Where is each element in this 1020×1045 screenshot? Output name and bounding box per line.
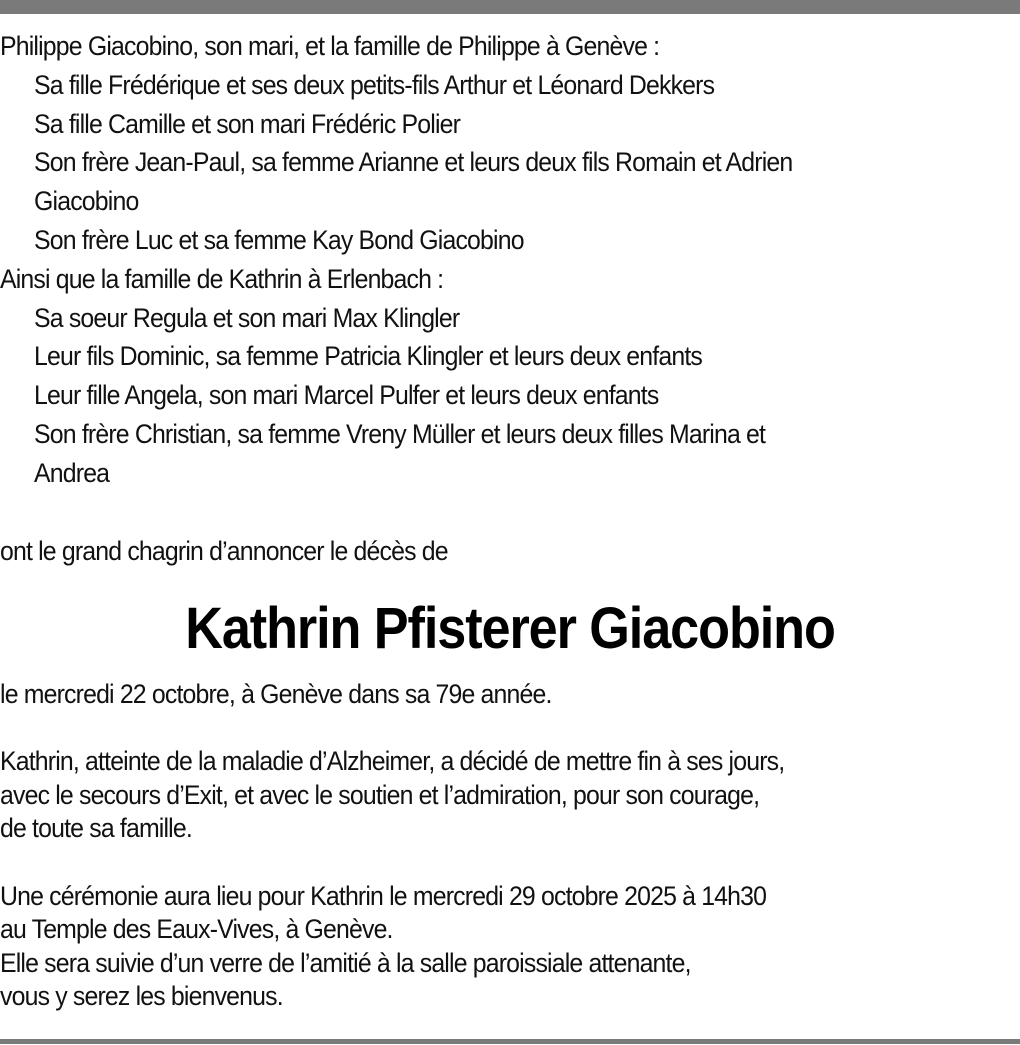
ceremony-paragraph — [0, 880, 938, 1014]
ceremony-paragraph-line: Une cérémonie aura lieu pour Kathrin le mercredi 29 octobre 2025 à 14h30 — [0, 880, 767, 911]
ceremony-paragraph-line: vous y serez les bienvenus. — [0, 981, 283, 1012]
family-line-3: Son frère Jean-Paul, sa femme Arianne et leurs deux fils Romain et Adrien — [34, 147, 793, 178]
family-line-6: Ainsi que la famille de Kathrin à Erlenbach : — [0, 263, 444, 294]
ceremony-paragraph-line: au Temple des Eaux-Vives, à Genève. — [0, 914, 393, 945]
ceremony-paragraph-line: Elle sera suivie d’un verre de l’amitié à la salle paroissiale attenante, — [0, 947, 691, 978]
family-line-2: Sa fille Camille et son mari Frédéric Polier — [34, 108, 461, 139]
exit-paragraph-line: Kathrin, atteinte de la maladie d’Alzheimer, a décidé de mettre fin à ses jours, — [0, 746, 785, 777]
spacer — [0, 493, 1020, 532]
family-line-0: Philippe Giacobino, son mari, et la famille de Philippe à Genève : — [0, 31, 660, 61]
family-list — [0, 27, 1020, 493]
deceased-name-heading: Kathrin Pfisterer Giacobino — [185, 595, 835, 661]
family-line-7: Sa soeur Regula et son mari Max Klingler — [34, 302, 460, 333]
exit-paragraph — [0, 745, 938, 846]
top-border-rule — [0, 0, 1020, 14]
family-line-10: Son frère Christian, sa femme Vreny Müller et leurs deux filles Marina et — [34, 418, 766, 449]
family-line-1: Sa fille Frédérique et ses deux petits-fils Arthur et Léonard Dekkers — [34, 69, 715, 100]
date-of-death-text: le mercredi 22 octobre, à Genève dans sa 79e année. — [0, 678, 552, 709]
exit-paragraph-line: avec le secours d’Exit, et avec le soutien et l’admiration, pour son courage, — [0, 779, 760, 810]
family-line-4: Giacobino — [34, 186, 139, 217]
family-line-9: Leur fille Angela, son mari Marcel Pulfer et leurs deux enfants — [34, 380, 659, 411]
family-line-5: Son frère Luc et sa femme Kay Bond Giacobino — [34, 224, 524, 255]
exit-paragraph-line: de toute sa famille. — [0, 813, 192, 844]
family-line-8: Leur fils Dominic, sa femme Patricia Klingler et leurs deux enfants — [34, 341, 703, 372]
announcement-text: ont le grand chagrin d’annoncer le décès de — [0, 535, 448, 566]
bottom-border-rule — [0, 1039, 1020, 1044]
death-notice — [0, 27, 1020, 1014]
family-line-11: Andrea — [34, 457, 110, 488]
